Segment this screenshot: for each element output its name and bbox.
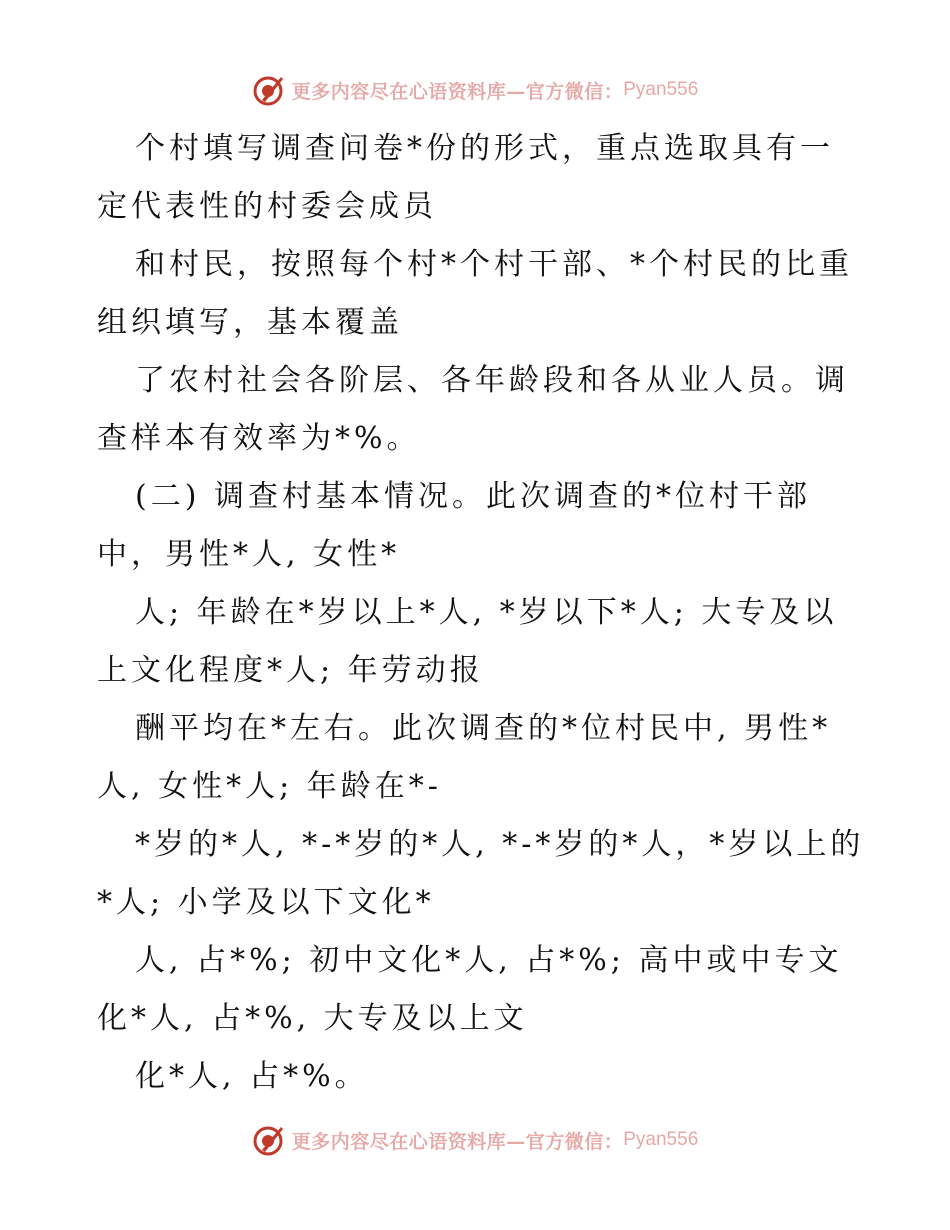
- paragraph: 化*人, 占*%。: [135, 1059, 369, 1094]
- paragraph: *岁的*人, *-*岁的*人, *-*岁的*人，*岁以上的*人; 小学及以下文化*: [97, 827, 865, 920]
- watermark-text: 更多内容尽在心语资料库—官方微信：: [291, 80, 624, 103]
- watermark-text: 更多内容尽在心语资料库—官方微信：: [291, 1130, 624, 1153]
- paragraph: 酬平均在*左右。此次调查的*位村民中, 男性*人, 女性*人; 年龄在*-: [97, 711, 832, 804]
- header-watermark: [0, 70, 950, 110]
- pen-logo-icon: [252, 1123, 286, 1157]
- paragraph: 了农村社会各阶层、各年龄段和各从业人员。调查样本有效率为*%。: [97, 363, 849, 456]
- document-body: [97, 120, 867, 1106]
- paragraph: 个村填写调查问卷*份的形式，重点选取具有一定代表性的村委会成员: [97, 131, 834, 224]
- footer-watermark: [0, 1120, 950, 1160]
- watermark-wechat-id: Pyan556: [623, 1129, 699, 1150]
- paragraph: 人; 年龄在*岁以上*人, *岁以下*人; 大专及以上文化程度*人; 年劳动报: [97, 595, 838, 688]
- paragraph: 人, 占*%; 初中文化*人, 占*%; 高中或中专文化*人, 占*%, 大专及以上文: [97, 943, 843, 1036]
- paragraph: 和村民，按照每个村*个村干部、*个村民的比重组织填写，基本覆盖: [97, 247, 853, 340]
- paragraph: (二) 调查村基本情况。此次调查的*位村干部中，男性*人, 女性*: [97, 479, 811, 572]
- watermark-wechat-id: Pyan556: [623, 79, 699, 100]
- pen-logo-icon: [252, 73, 286, 107]
